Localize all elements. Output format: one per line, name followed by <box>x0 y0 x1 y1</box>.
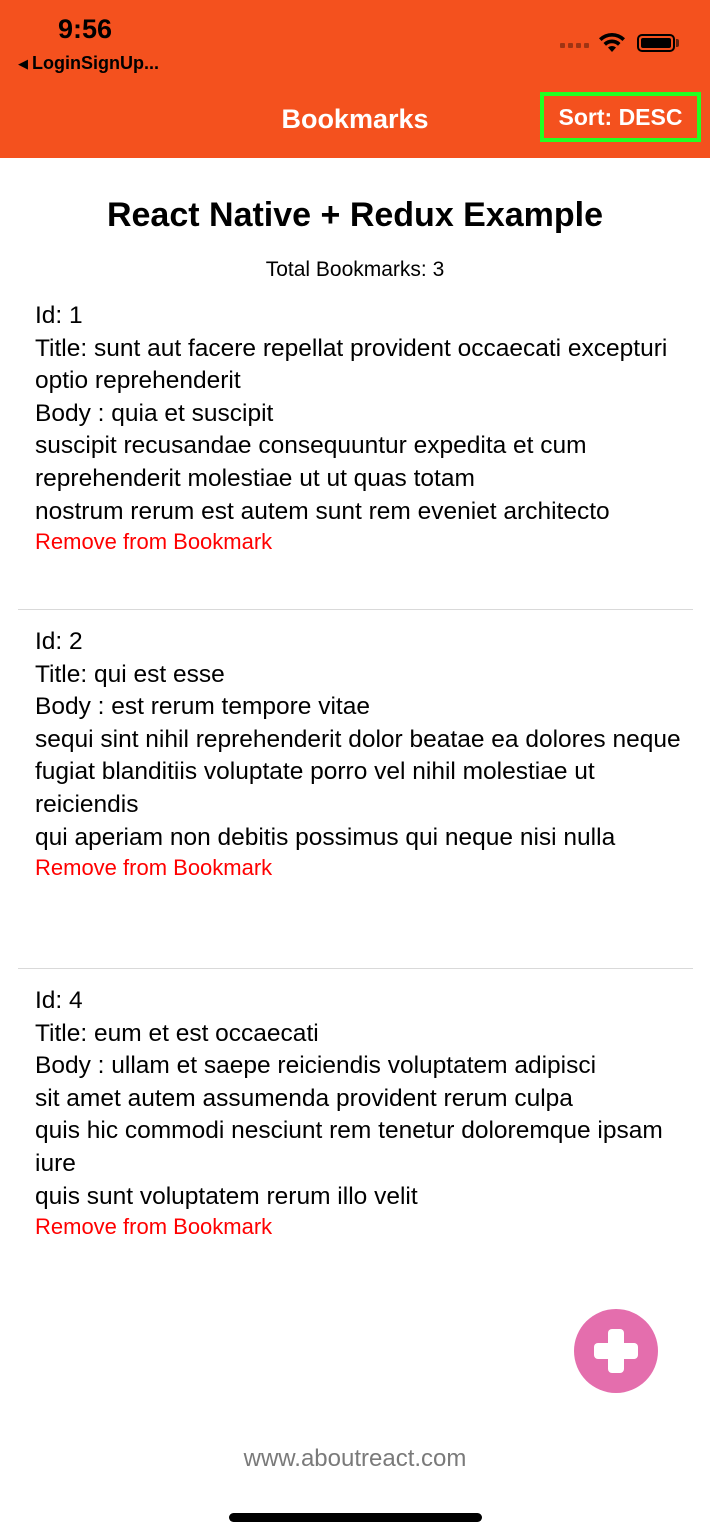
battery-tip <box>676 39 679 47</box>
remove-bookmark-button[interactable]: Remove from Bookmark <box>35 1214 273 1240</box>
bookmark-body: Body : est rerum tempore vitae sequi sint nihil reprehenderit dolor beatae ea dolores neque fugiat blanditiis voluptate porro vel nihil molestiae ut reiciendis qui aperiam non debitis possimus qui neque nisi nulla <box>35 693 681 851</box>
bookmark-id: Id: 1 <box>35 302 83 329</box>
back-caret-icon: ◀ <box>18 55 28 71</box>
add-bookmark-button[interactable] <box>574 1309 658 1393</box>
bookmark-title: Title: sunt aut facere repellat provident occaecati excepturi optio reprehenderit <box>35 334 668 395</box>
sort-button[interactable]: Sort: DESC <box>540 92 701 142</box>
divider <box>18 968 693 969</box>
total-bookmarks: Total Bookmarks: 3 <box>265 258 445 281</box>
app-header <box>0 0 710 158</box>
home-indicator[interactable] <box>229 1513 482 1522</box>
page-title: React Native + Redux Example <box>106 196 604 234</box>
back-to-app-link[interactable] <box>18 53 159 74</box>
back-app-label: LoginSignUp... <box>32 53 159 73</box>
bookmark-id: Id: 4 <box>35 987 83 1014</box>
status-time: 9:56 <box>58 14 113 44</box>
bookmark-body: Body : quia et suscipit suscipit recusandae consequuntur expedita et cum reprehenderit molestiae ut ut quas totam nostrum rerum est autem sunt rem eveniet architecto <box>35 399 610 525</box>
bookmark-item <box>18 300 693 556</box>
cellular-signal-icon <box>560 43 589 48</box>
bookmark-title: Title: eum et est occaecati <box>35 1019 319 1047</box>
remove-bookmark-button[interactable]: Remove from Bookmark <box>35 855 273 881</box>
divider <box>18 609 693 610</box>
bookmark-body: Body : ullam et saepe reiciendis voluptatem adipisci sit amet autem assumenda provident rerum culpa quis hic commodi nesciunt rem tenetur doloremque ipsam iure quis sunt voluptatem rerum illo velit <box>35 1052 663 1210</box>
nav-title: Bookmarks <box>281 104 429 134</box>
bookmark-id: Id: 2 <box>35 628 83 655</box>
bookmark-title: Title: qui est esse <box>35 660 225 688</box>
battery-icon <box>637 34 675 52</box>
plus-icon <box>590 1325 642 1377</box>
bookmark-item <box>18 626 693 882</box>
wifi-icon <box>597 30 627 54</box>
footer-link[interactable]: www.aboutreact.com <box>243 1445 467 1472</box>
bookmark-item <box>18 985 693 1241</box>
remove-bookmark-button[interactable]: Remove from Bookmark <box>35 529 273 555</box>
